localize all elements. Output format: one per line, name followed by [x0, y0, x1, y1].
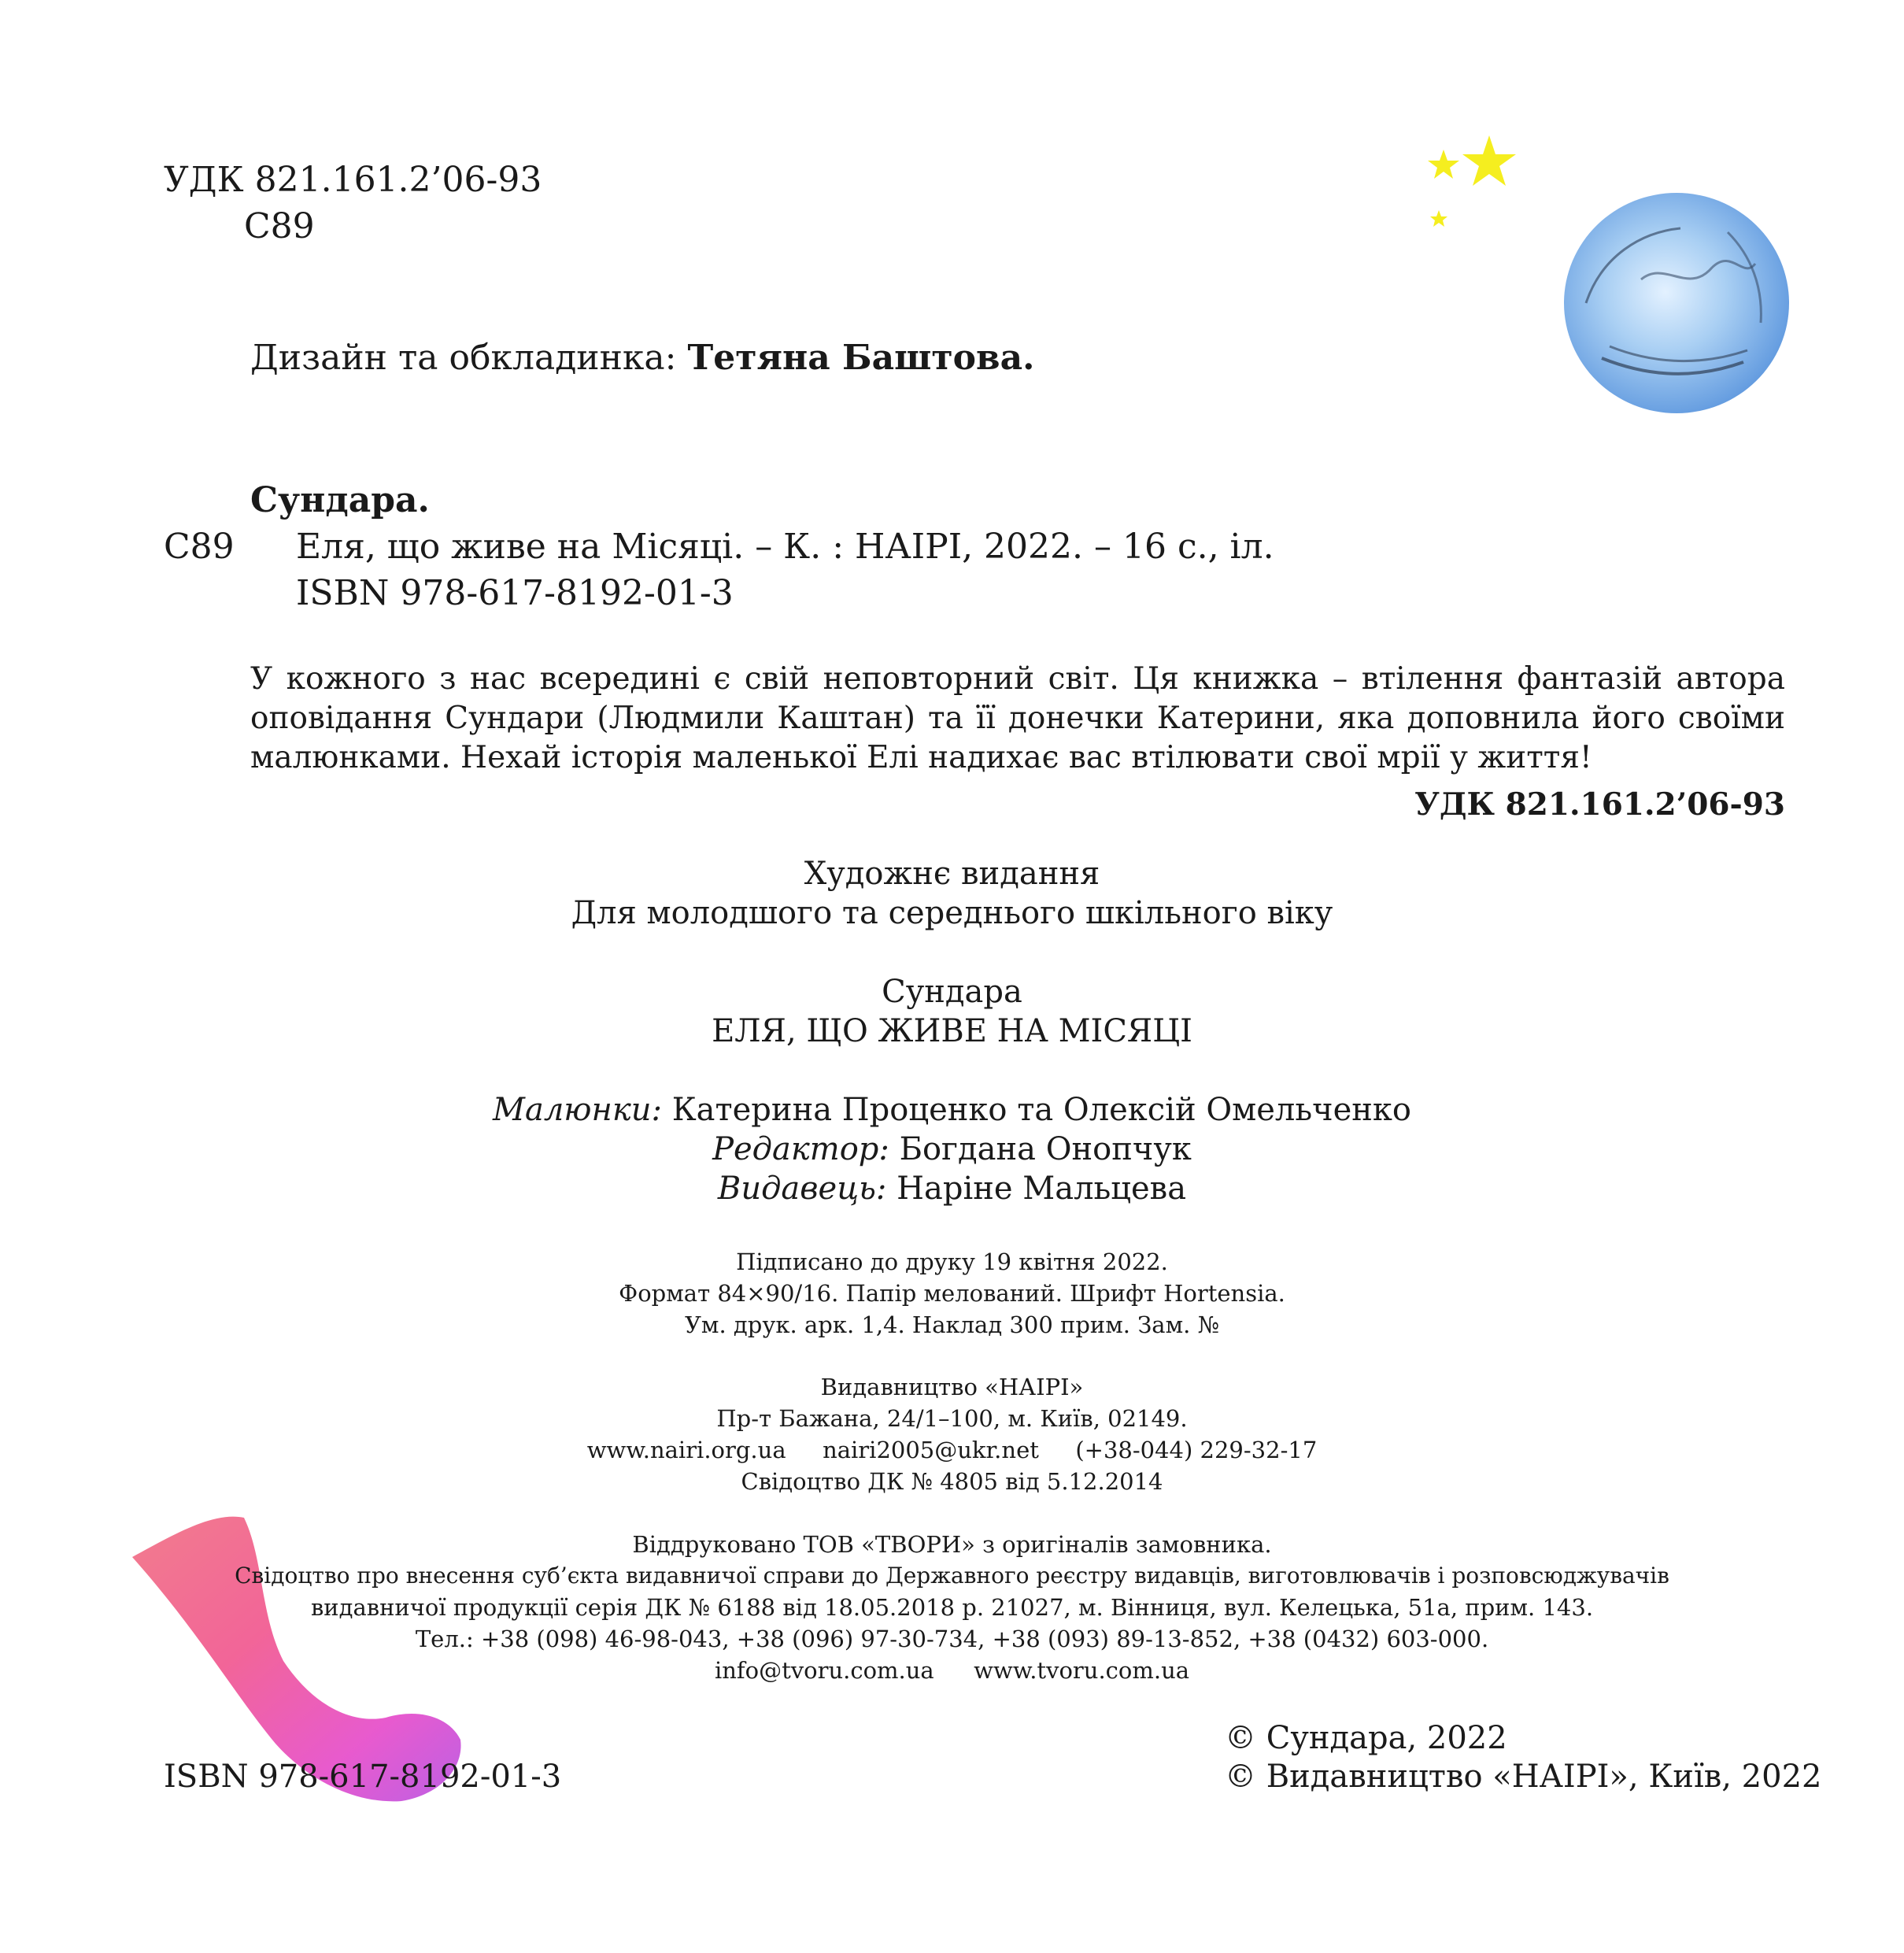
printer-contacts [0, 1655, 1904, 1686]
print-info-signed: Підписано до друку 19 квітня 2022. [736, 1248, 1168, 1275]
credit-name: Катерина Проценко та Олексій Омельченко [661, 1092, 1411, 1128]
book-author: Сундара [882, 974, 1022, 1010]
copyright-publisher: © Видавництво «НАІРІ», Київ, 2022 [1225, 1759, 1822, 1795]
moon-illustration [1555, 185, 1799, 421]
design-credit-label: Дизайн та обкладинка: [250, 338, 688, 378]
footer-isbn: ISBN 978-617-8192-01-3 [164, 1759, 562, 1795]
credit-role: Редактор: [712, 1131, 889, 1167]
edition-audience: Для молодшого та середнього шкільного віку [571, 895, 1333, 931]
printer-line: Тел.: +38 (098) 46-98-043, +38 (096) 97-30-734, +38 (093) 89-13-852, +38 (0432) 603-000. [415, 1626, 1489, 1652]
publisher-certificate: Свідоцтво ДК № 4805 від 5.12.2014 [741, 1468, 1163, 1495]
credit-role: Малюнки: [493, 1092, 662, 1128]
printer-website-link[interactable]: www.tvoru.com.ua [974, 1657, 1190, 1684]
catalog-code: С89 [164, 527, 235, 567]
publisher-name: Видавництво «НАІРІ» [820, 1374, 1084, 1400]
design-credit [250, 335, 1034, 382]
copyright-author: © Сундара, 2022 [1225, 1720, 1507, 1756]
udk-author-code: С89 [244, 206, 315, 246]
credit-editor [0, 1130, 1904, 1169]
printer-line: видавничої продукції серія ДК № 6188 від 18.05.2018 р. 21027, м. Вінниця, вул. Келецька, 51а, прим. 143. [310, 1594, 1594, 1621]
publisher-contacts [0, 1434, 1904, 1466]
star-icon [1430, 210, 1447, 227]
star-icon [1428, 150, 1459, 179]
credit-name: Наріне Мальцева [886, 1171, 1187, 1207]
printer-line: Віддруковано ТОВ «ТВОРИ» з оригіналів замовника. [632, 1531, 1272, 1558]
annotation-udk: УДК 821.161.2’06-93 [1414, 786, 1785, 823]
udk-header: УДК 821.161.2’06-93 [164, 160, 542, 200]
credit-publisher [0, 1169, 1904, 1208]
publisher-address: Пр-т Бажана, 24/1–100, м. Київ, 02149. [716, 1405, 1188, 1432]
catalog-author: Сундара. [250, 480, 430, 520]
edition-type: Художнє видання [804, 856, 1100, 892]
print-info-format: Формат 84×90/16. Папір мелований. Шрифт Hortensia. [619, 1280, 1285, 1307]
catalog-title-line: Еля, що живе на Місяці. – К. : НАІРІ, 2022. – 16 с., іл. [296, 527, 1274, 567]
publisher-phone: (+38-044) 229-32-17 [1075, 1437, 1318, 1463]
credit-role: Видавець: [717, 1171, 887, 1207]
publisher-email-link[interactable]: nairi2005@ukr.net [823, 1437, 1039, 1463]
book-title: ЕЛЯ, ЩО ЖИВЕ НА МІСЯЦІ [712, 1013, 1192, 1049]
printer-email-link[interactable]: info@tvoru.com.ua [714, 1657, 934, 1684]
publisher-website-link[interactable]: www.nairi.org.ua [586, 1437, 786, 1463]
credit-name: Богдана Онопчук [889, 1131, 1192, 1167]
annotation-text: У кожного з нас всередині є свій неповторний світ. Ця книжка – втілення фантазій автора оповідання Сундари (Людмили Каштан) та її донечки Катерини, яка доповнила його своїми малюнками. Нехай історія маленької Елі надихає вас втілювати свої мрії у життя! [250, 661, 1785, 775]
credit-illustrations [0, 1090, 1904, 1130]
stars-decoration [1409, 126, 1558, 244]
catalog-isbn: ISBN 978-617-8192-01-3 [296, 573, 734, 613]
print-info-sheets: Ум. друк. арк. 1,4. Наклад 300 прим. Зам. № [684, 1311, 1220, 1338]
design-credit-name: Тетяна Баштова. [687, 338, 1035, 378]
printer-line: Свідоцтво про внесення суб’єкта видавничої справи до Державного реєстру видавців, виготовлювачів і розповсюджувачів [235, 1563, 1669, 1589]
star-icon [1462, 135, 1516, 186]
